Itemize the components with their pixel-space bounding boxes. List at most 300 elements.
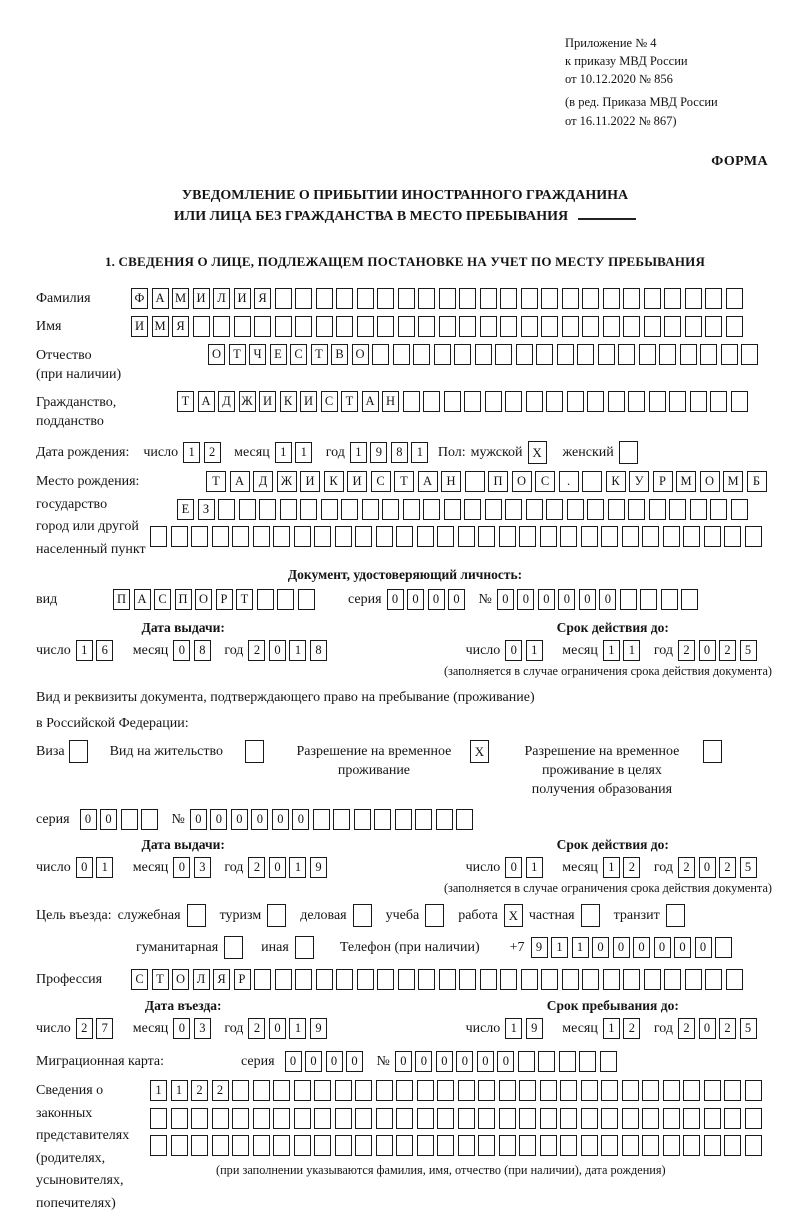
char-cell[interactable] (417, 1108, 434, 1129)
char-cell[interactable]: 2 (719, 640, 736, 661)
char-cell[interactable]: 0 (456, 1051, 473, 1072)
char-cell[interactable]: Е (270, 344, 287, 365)
profession-cells[interactable] (131, 969, 746, 990)
char-cell[interactable] (396, 1135, 413, 1156)
char-cell[interactable]: 2 (623, 1018, 640, 1039)
char-cell[interactable]: 0 (269, 1018, 286, 1039)
char-cell[interactable] (396, 526, 413, 547)
char-cell[interactable] (541, 316, 558, 337)
char-cell[interactable] (581, 1108, 598, 1129)
identity-expiry-day-cells[interactable] (505, 640, 546, 661)
char-cell[interactable]: 0 (407, 589, 424, 610)
char-cell[interactable] (478, 1108, 495, 1129)
char-cell[interactable]: 0 (428, 589, 445, 610)
char-cell[interactable]: Т (229, 344, 246, 365)
char-cell[interactable] (567, 499, 584, 520)
char-cell[interactable] (519, 1108, 536, 1129)
char-cell[interactable]: Е (177, 499, 194, 520)
char-cell[interactable]: Т (206, 471, 226, 492)
char-cell[interactable] (314, 1108, 331, 1129)
char-cell[interactable]: 0 (346, 1051, 363, 1072)
char-cell[interactable] (354, 809, 371, 830)
char-cell[interactable] (642, 526, 659, 547)
char-cell[interactable] (465, 471, 485, 492)
char-cell[interactable]: 0 (505, 857, 522, 878)
entry-day-cells[interactable] (76, 1018, 117, 1039)
char-cell[interactable] (639, 344, 656, 365)
char-cell[interactable] (478, 1135, 495, 1156)
char-cell[interactable] (335, 1135, 352, 1156)
doc-number-cells[interactable] (497, 589, 702, 610)
char-cell[interactable] (458, 1080, 475, 1101)
char-cell[interactable]: 7 (96, 1018, 113, 1039)
char-cell[interactable] (213, 316, 230, 337)
char-cell[interactable] (355, 1135, 372, 1156)
char-cell[interactable] (608, 391, 625, 412)
char-cell[interactable]: 1 (275, 442, 292, 463)
char-cell[interactable]: 0 (477, 1051, 494, 1072)
char-cell[interactable] (683, 1080, 700, 1101)
purpose-other-checkbox[interactable] (295, 936, 314, 959)
char-cell[interactable] (680, 344, 697, 365)
char-cell[interactable]: Д (218, 391, 235, 412)
char-cell[interactable]: О (700, 471, 720, 492)
residence-issue-day-cells[interactable] (76, 857, 117, 878)
char-cell[interactable]: С (321, 391, 338, 412)
phone-cells[interactable] (531, 937, 736, 958)
char-cell[interactable]: 0 (387, 589, 404, 610)
char-cell[interactable]: 0 (326, 1051, 343, 1072)
char-cell[interactable] (731, 391, 748, 412)
char-cell[interactable] (521, 316, 538, 337)
char-cell[interactable]: 2 (212, 1080, 229, 1101)
char-cell[interactable] (663, 1135, 680, 1156)
residence-issue-year-cells[interactable] (248, 857, 330, 878)
char-cell[interactable] (541, 288, 558, 309)
char-cell[interactable] (700, 344, 717, 365)
char-cell[interactable] (239, 499, 256, 520)
char-cell[interactable] (417, 526, 434, 547)
char-cell[interactable]: И (300, 471, 320, 492)
char-cell[interactable] (295, 316, 312, 337)
char-cell[interactable] (745, 1135, 762, 1156)
char-cell[interactable] (403, 499, 420, 520)
stay-day-cells[interactable] (505, 1018, 546, 1039)
char-cell[interactable] (683, 1135, 700, 1156)
identity-issue-day-cells[interactable] (76, 640, 117, 661)
doc-kind-cells[interactable] (113, 589, 318, 610)
char-cell[interactable]: О (208, 344, 225, 365)
char-cell[interactable] (579, 1051, 596, 1072)
char-cell[interactable] (191, 526, 208, 547)
char-cell[interactable] (603, 288, 620, 309)
char-cell[interactable] (546, 499, 563, 520)
char-cell[interactable]: С (154, 589, 171, 610)
char-cell[interactable] (376, 526, 393, 547)
char-cell[interactable] (464, 391, 481, 412)
char-cell[interactable] (439, 316, 456, 337)
char-cell[interactable] (526, 499, 543, 520)
char-cell[interactable] (253, 1108, 270, 1129)
char-cell[interactable]: 2 (719, 857, 736, 878)
char-cell[interactable] (273, 1080, 290, 1101)
char-cell[interactable] (663, 1080, 680, 1101)
char-cell[interactable]: Т (311, 344, 328, 365)
char-cell[interactable]: 1 (551, 937, 568, 958)
char-cell[interactable]: 0 (674, 937, 691, 958)
char-cell[interactable]: 0 (415, 1051, 432, 1072)
char-cell[interactable] (355, 1108, 372, 1129)
identity-expiry-year-cells[interactable] (678, 640, 760, 661)
char-cell[interactable]: Я (213, 969, 230, 990)
char-cell[interactable] (721, 344, 738, 365)
char-cell[interactable] (649, 499, 666, 520)
char-cell[interactable] (500, 288, 517, 309)
char-cell[interactable] (724, 1108, 741, 1129)
char-cell[interactable] (567, 391, 584, 412)
char-cell[interactable]: 0 (538, 589, 555, 610)
char-cell[interactable] (418, 316, 435, 337)
char-cell[interactable] (273, 526, 290, 547)
char-cell[interactable] (644, 288, 661, 309)
char-cell[interactable] (710, 391, 727, 412)
birth-month-cells[interactable] (275, 442, 316, 463)
char-cell[interactable] (395, 809, 412, 830)
char-cell[interactable] (439, 969, 456, 990)
char-cell[interactable] (726, 288, 743, 309)
identity-issue-year-cells[interactable] (248, 640, 330, 661)
char-cell[interactable] (280, 499, 297, 520)
char-cell[interactable] (519, 1080, 536, 1101)
char-cell[interactable] (562, 969, 579, 990)
char-cell[interactable] (628, 391, 645, 412)
char-cell[interactable] (232, 526, 249, 547)
char-cell[interactable]: А (230, 471, 250, 492)
char-cell[interactable]: 0 (231, 809, 248, 830)
char-cell[interactable] (254, 969, 271, 990)
char-cell[interactable]: О (195, 589, 212, 610)
char-cell[interactable]: Д (253, 471, 273, 492)
char-cell[interactable]: 1 (289, 857, 306, 878)
char-cell[interactable] (141, 809, 158, 830)
char-cell[interactable] (376, 1080, 393, 1101)
char-cell[interactable] (150, 526, 167, 547)
char-cell[interactable]: С (131, 969, 148, 990)
char-cell[interactable] (622, 1080, 639, 1101)
char-cell[interactable] (499, 1108, 516, 1129)
char-cell[interactable] (724, 1135, 741, 1156)
char-cell[interactable] (623, 316, 640, 337)
residence-series-cells[interactable] (80, 809, 162, 830)
char-cell[interactable] (295, 288, 312, 309)
char-cell[interactable] (745, 1080, 762, 1101)
char-cell[interactable] (480, 288, 497, 309)
char-cell[interactable]: М (152, 316, 169, 337)
char-cell[interactable] (294, 526, 311, 547)
char-cell[interactable] (540, 1080, 557, 1101)
char-cell[interactable] (396, 1108, 413, 1129)
char-cell[interactable] (321, 499, 338, 520)
char-cell[interactable] (598, 344, 615, 365)
char-cell[interactable]: 8 (391, 442, 408, 463)
char-cell[interactable] (603, 316, 620, 337)
char-cell[interactable]: 0 (395, 1051, 412, 1072)
char-cell[interactable] (546, 391, 563, 412)
char-cell[interactable] (582, 471, 602, 492)
char-cell[interactable] (336, 969, 353, 990)
char-cell[interactable]: 0 (497, 589, 514, 610)
char-cell[interactable] (478, 526, 495, 547)
char-cell[interactable] (669, 499, 686, 520)
char-cell[interactable] (277, 589, 294, 610)
char-cell[interactable]: Т (341, 391, 358, 412)
char-cell[interactable]: А (152, 288, 169, 309)
char-cell[interactable]: 1 (572, 937, 589, 958)
char-cell[interactable] (499, 526, 516, 547)
char-cell[interactable] (644, 316, 661, 337)
char-cell[interactable]: 1 (183, 442, 200, 463)
char-cell[interactable] (499, 1080, 516, 1101)
char-cell[interactable]: 0 (80, 809, 97, 830)
char-cell[interactable] (642, 1080, 659, 1101)
char-cell[interactable]: 0 (190, 809, 207, 830)
char-cell[interactable]: 0 (269, 640, 286, 661)
char-cell[interactable] (275, 969, 292, 990)
char-cell[interactable]: О (512, 471, 532, 492)
char-cell[interactable] (649, 391, 666, 412)
char-cell[interactable] (150, 1135, 167, 1156)
char-cell[interactable] (413, 344, 430, 365)
char-cell[interactable] (516, 344, 533, 365)
temp-residence-checkbox[interactable]: X (470, 740, 489, 763)
residence-expiry-month-cells[interactable] (603, 857, 644, 878)
char-cell[interactable]: 9 (310, 1018, 327, 1039)
entry-month-cells[interactable] (173, 1018, 214, 1039)
char-cell[interactable]: 0 (695, 937, 712, 958)
char-cell[interactable]: 5 (740, 857, 757, 878)
char-cell[interactable]: З (198, 499, 215, 520)
char-cell[interactable] (705, 288, 722, 309)
char-cell[interactable] (436, 809, 453, 830)
char-cell[interactable] (587, 499, 604, 520)
char-cell[interactable] (355, 1080, 372, 1101)
sex-male-checkbox[interactable]: X (528, 441, 547, 464)
char-cell[interactable] (540, 1135, 557, 1156)
char-cell[interactable] (444, 499, 461, 520)
char-cell[interactable] (577, 344, 594, 365)
char-cell[interactable] (587, 391, 604, 412)
char-cell[interactable] (456, 809, 473, 830)
char-cell[interactable]: 1 (603, 1018, 620, 1039)
char-cell[interactable]: И (347, 471, 367, 492)
char-cell[interactable] (232, 1080, 249, 1101)
char-cell[interactable]: 0 (448, 589, 465, 610)
char-cell[interactable] (681, 589, 698, 610)
purpose-transit-checkbox[interactable] (666, 904, 685, 927)
char-cell[interactable] (341, 499, 358, 520)
char-cell[interactable] (437, 526, 454, 547)
sex-female-checkbox[interactable] (619, 441, 638, 464)
birth-place-cells-row2[interactable] (177, 499, 774, 520)
char-cell[interactable] (690, 499, 707, 520)
char-cell[interactable] (355, 526, 372, 547)
char-cell[interactable] (623, 288, 640, 309)
purpose-tourism-checkbox[interactable] (267, 904, 286, 927)
char-cell[interactable] (685, 288, 702, 309)
char-cell[interactable] (485, 391, 502, 412)
char-cell[interactable] (475, 344, 492, 365)
char-cell[interactable] (603, 969, 620, 990)
char-cell[interactable] (519, 526, 536, 547)
char-cell[interactable]: 2 (204, 442, 221, 463)
char-cell[interactable]: 0 (292, 809, 309, 830)
patronymic-cells[interactable] (208, 344, 762, 365)
char-cell[interactable]: 0 (699, 640, 716, 661)
char-cell[interactable]: 0 (497, 1051, 514, 1072)
char-cell[interactable] (745, 1108, 762, 1129)
char-cell[interactable] (560, 526, 577, 547)
char-cell[interactable] (336, 288, 353, 309)
char-cell[interactable]: О (172, 969, 189, 990)
char-cell[interactable]: Ф (131, 288, 148, 309)
char-cell[interactable]: М (676, 471, 696, 492)
char-cell[interactable] (316, 316, 333, 337)
char-cell[interactable] (601, 1108, 618, 1129)
visa-checkbox[interactable] (69, 740, 88, 763)
char-cell[interactable] (298, 589, 315, 610)
purpose-work-checkbox[interactable]: X (504, 904, 523, 927)
char-cell[interactable] (562, 288, 579, 309)
char-cell[interactable] (423, 391, 440, 412)
char-cell[interactable] (191, 1108, 208, 1129)
char-cell[interactable] (398, 316, 415, 337)
char-cell[interactable] (623, 969, 640, 990)
entry-year-cells[interactable] (248, 1018, 330, 1039)
purpose-business-checkbox[interactable] (353, 904, 372, 927)
char-cell[interactable]: 1 (603, 640, 620, 661)
char-cell[interactable] (541, 969, 558, 990)
char-cell[interactable] (521, 969, 538, 990)
char-cell[interactable] (560, 1080, 577, 1101)
char-cell[interactable] (464, 499, 481, 520)
char-cell[interactable]: С (535, 471, 555, 492)
char-cell[interactable]: 0 (173, 1018, 190, 1039)
char-cell[interactable] (664, 969, 681, 990)
char-cell[interactable]: 2 (76, 1018, 93, 1039)
char-cell[interactable] (628, 499, 645, 520)
char-cell[interactable] (376, 1135, 393, 1156)
char-cell[interactable] (642, 1108, 659, 1129)
char-cell[interactable] (314, 526, 331, 547)
char-cell[interactable] (357, 288, 374, 309)
char-cell[interactable] (212, 1135, 229, 1156)
char-cell[interactable]: Н (441, 471, 461, 492)
char-cell[interactable] (661, 589, 678, 610)
char-cell[interactable] (683, 526, 700, 547)
char-cell[interactable]: 0 (517, 589, 534, 610)
char-cell[interactable]: М (723, 471, 743, 492)
char-cell[interactable] (121, 809, 138, 830)
char-cell[interactable] (618, 344, 635, 365)
char-cell[interactable] (257, 589, 274, 610)
char-cell[interactable] (622, 1108, 639, 1129)
char-cell[interactable] (171, 1135, 188, 1156)
char-cell[interactable] (437, 1108, 454, 1129)
surname-cells[interactable] (131, 288, 746, 309)
char-cell[interactable]: Б (747, 471, 767, 492)
char-cell[interactable] (644, 969, 661, 990)
char-cell[interactable] (540, 1108, 557, 1129)
char-cell[interactable] (254, 316, 271, 337)
citizenship-cells[interactable] (177, 391, 751, 412)
char-cell[interactable]: 1 (526, 640, 543, 661)
char-cell[interactable]: 0 (599, 589, 616, 610)
char-cell[interactable]: 6 (96, 640, 113, 661)
char-cell[interactable] (485, 499, 502, 520)
char-cell[interactable]: И (259, 391, 276, 412)
char-cell[interactable] (253, 1080, 270, 1101)
char-cell[interactable]: 0 (173, 857, 190, 878)
char-cell[interactable]: 5 (740, 640, 757, 661)
char-cell[interactable] (500, 969, 517, 990)
char-cell[interactable] (333, 809, 350, 830)
char-cell[interactable] (500, 316, 517, 337)
char-cell[interactable] (664, 316, 681, 337)
char-cell[interactable] (357, 316, 374, 337)
char-cell[interactable] (557, 344, 574, 365)
char-cell[interactable]: 1 (603, 857, 620, 878)
residence-expiry-day-cells[interactable] (505, 857, 546, 878)
char-cell[interactable] (582, 969, 599, 990)
char-cell[interactable] (663, 526, 680, 547)
char-cell[interactable]: 2 (191, 1080, 208, 1101)
char-cell[interactable]: И (234, 288, 251, 309)
char-cell[interactable] (560, 1108, 577, 1129)
char-cell[interactable] (526, 391, 543, 412)
char-cell[interactable] (439, 288, 456, 309)
char-cell[interactable] (685, 969, 702, 990)
char-cell[interactable] (505, 499, 522, 520)
char-cell[interactable]: Р (216, 589, 233, 610)
char-cell[interactable] (314, 1135, 331, 1156)
char-cell[interactable]: 1 (526, 857, 543, 878)
given-name-cells[interactable] (131, 316, 746, 337)
char-cell[interactable]: Т (394, 471, 414, 492)
char-cell[interactable] (171, 1108, 188, 1129)
char-cell[interactable] (295, 969, 312, 990)
char-cell[interactable] (454, 344, 471, 365)
char-cell[interactable] (393, 344, 410, 365)
char-cell[interactable] (705, 969, 722, 990)
char-cell[interactable]: 0 (654, 937, 671, 958)
char-cell[interactable]: 0 (579, 589, 596, 610)
char-cell[interactable]: Т (236, 589, 253, 610)
representatives-cells-row2[interactable] (150, 1108, 774, 1129)
char-cell[interactable] (560, 1135, 577, 1156)
char-cell[interactable]: А (134, 589, 151, 610)
char-cell[interactable]: Р (653, 471, 673, 492)
migration-number-cells[interactable] (395, 1051, 621, 1072)
char-cell[interactable]: О (352, 344, 369, 365)
char-cell[interactable] (745, 526, 762, 547)
char-cell[interactable] (705, 316, 722, 337)
char-cell[interactable] (417, 1080, 434, 1101)
identity-expiry-month-cells[interactable] (603, 640, 644, 661)
birth-place-cells-row3[interactable] (150, 526, 774, 547)
char-cell[interactable]: Ж (239, 391, 256, 412)
char-cell[interactable] (659, 344, 676, 365)
char-cell[interactable] (372, 344, 389, 365)
